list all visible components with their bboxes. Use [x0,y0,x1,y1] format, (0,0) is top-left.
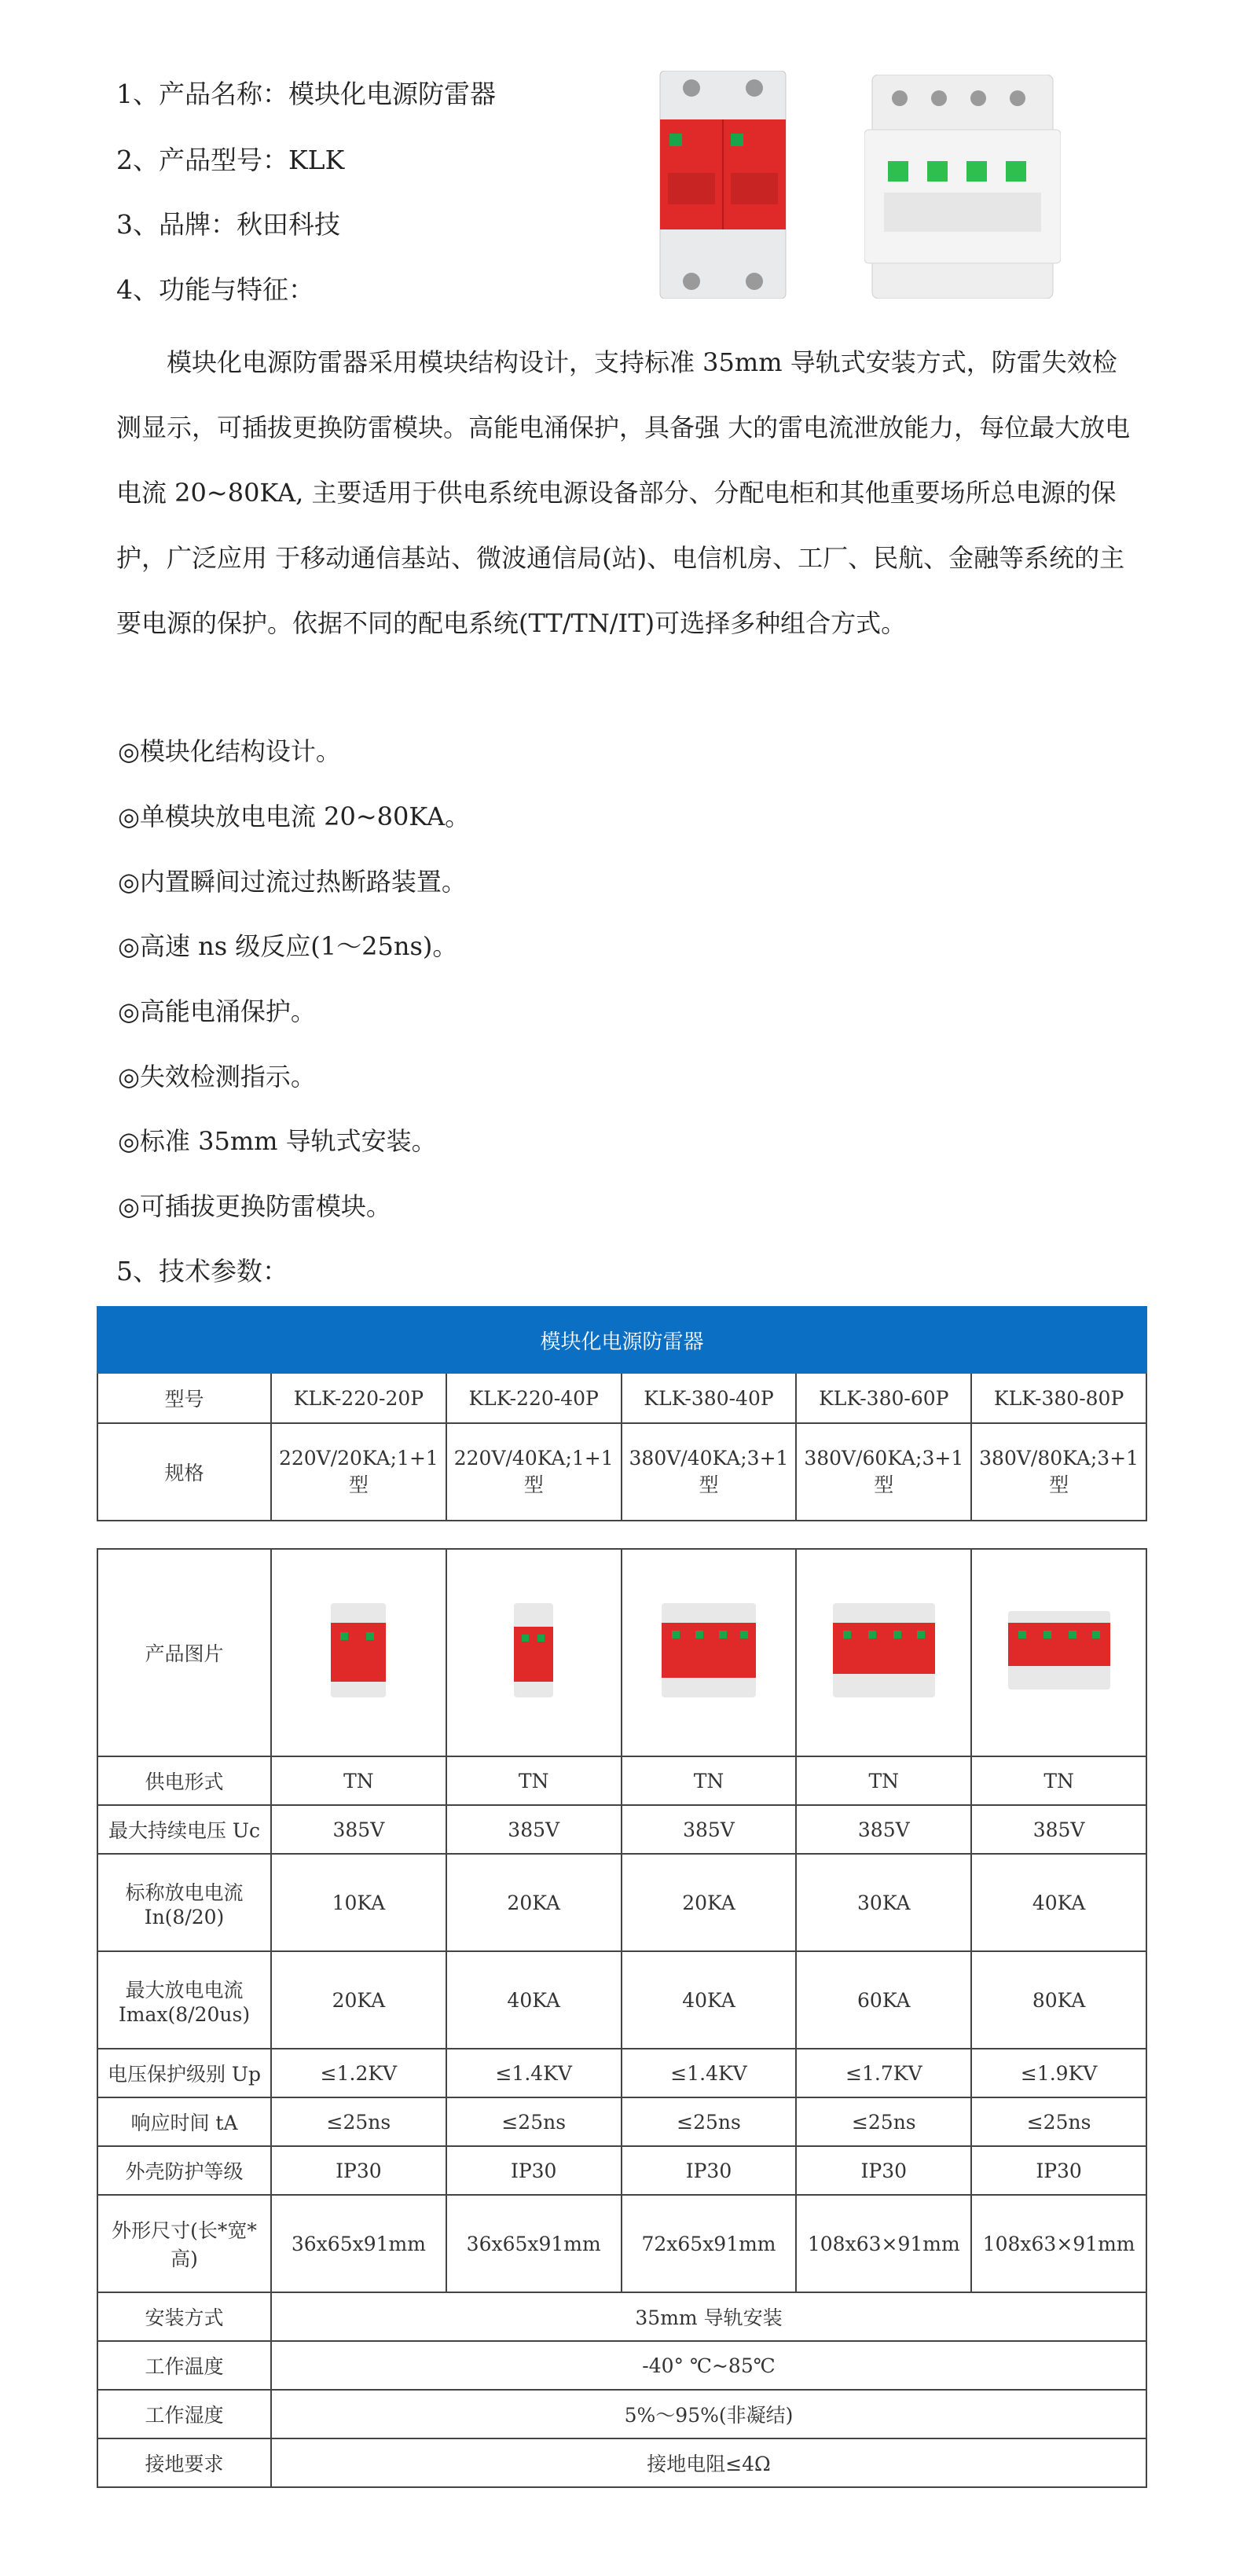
value-cell: 40KA [971,1854,1146,1951]
value-cell: ≤25ns [796,2097,971,2146]
feature-item: ◎内置瞬间过流过热断路装置。 [118,867,467,897]
table-title: 模块化电源防雷器 [97,1307,1146,1373]
value-cell: TN [271,1756,446,1805]
value-cell: 10KA [271,1854,446,1951]
value-cell: 385V [271,1805,446,1854]
table-row [97,1951,1146,2049]
value-cell: 40KA [446,1951,622,2049]
row-label: 规格 [97,1423,271,1521]
value-cell: 60KA [796,1951,971,2049]
value-cell: 36x65x91mm [446,2195,622,2292]
product-model: 2、产品型号：KLK [116,145,345,175]
value-cell: IP30 [271,2146,446,2195]
value-cell: IP30 [971,2146,1146,2195]
value-cell: 30KA [796,1854,971,1951]
row-label: 外壳防护等级 [97,2146,271,2195]
row-label: 最大放电电流 Imax(8/20us) [97,1951,271,2049]
value-cell: TN [446,1756,622,1805]
spec-cell: 380V/60KA;3+1型 [796,1423,971,1521]
value-cell: 40KA [622,1951,797,2049]
technical-params-table [97,1548,1147,2488]
product-thumbnail [446,1549,622,1756]
value-cell: 20KA [622,1854,797,1951]
span-value-cell: -40° ℃~85℃ [271,2341,1146,2390]
span-value-cell: 35mm 导轨安装 [271,2292,1146,2341]
row-label: 标称放电电流 In(8/20) [97,1854,271,1951]
feature-item: ◎可插拔更换防雷模块。 [118,1191,391,1221]
value-cell: 385V [446,1805,622,1854]
value-cell: 72x65x91mm [622,2195,797,2292]
value-cell: 385V [796,1805,971,1854]
feature-item: ◎高能电涌保护。 [118,996,316,1026]
value-cell: 80KA [971,1951,1146,2049]
product-photo-2pole [652,71,794,299]
spec-cell: 220V/20KA;1+1型 [271,1423,446,1521]
value-cell: ≤25ns [971,2097,1146,2146]
value-cell: 20KA [446,1854,622,1951]
value-cell: ≤1.9KV [971,2049,1146,2097]
params-heading: 5、技术参数： [116,1256,288,1286]
value-cell: ≤1.4KV [622,2049,797,2097]
value-cell: 20KA [271,1951,446,2049]
feature-item: ◎失效检测指示。 [118,1062,316,1092]
value-cell: 108x63×91mm [971,2195,1146,2292]
value-cell: ≤25ns [622,2097,797,2146]
row-label: 供电形式 [97,1756,271,1805]
value-cell: 36x65x91mm [271,2195,446,2292]
value-cell: 108x63×91mm [796,2195,971,2292]
spec-cell: 380V/40KA;3+1型 [622,1423,797,1521]
span-value-cell: 接地电阻≤4Ω [271,2438,1146,2487]
value-cell: 385V [622,1805,797,1854]
table-row [97,2292,1146,2341]
table-row [97,1854,1146,1951]
table-row [97,1549,1146,1756]
value-cell: ≤25ns [446,2097,622,2146]
span-value-cell: 5%～95%(非凝结) [271,2390,1146,2438]
product-name: 1、产品名称：模块化电源防雷器 [116,79,496,109]
spec-cell: 220V/40KA;1+1型 [446,1423,622,1521]
model-cell: KLK-220-20P [271,1373,446,1423]
row-label: 响应时间 tA [97,2097,271,2146]
table-row [97,1373,1146,1423]
description-paragraph [116,330,1138,656]
product-thumbnail [971,1549,1146,1756]
row-label: 工作温度 [97,2341,271,2390]
row-label: 外形尺寸(长*宽*高) [97,2195,271,2292]
row-label: 工作湿度 [97,2390,271,2438]
table-row [97,2390,1146,2438]
table-row [97,2146,1146,2195]
product-thumbnail [271,1549,446,1756]
model-cell: KLK-380-60P [796,1373,971,1423]
value-cell: IP30 [446,2146,622,2195]
row-label: 型号 [97,1373,271,1423]
value-cell: 385V [971,1805,1146,1854]
value-cell: ≤1.7KV [796,2049,971,2097]
model-cell: KLK-380-80P [971,1373,1146,1423]
description-text: 模块化电源防雷器采用模块结构设计，支持标准 35mm 导轨式安装方式，防雷失效检测显示，可插拔更换防雷模块。高能电涌保护，具备强 大的雷电流泄放能力，每位最大放电电流 20~80KA, 主要适用于供电系统电源设备部分、分配电柜和其他重要场所总电源的保护，广泛应用 于移动通信基站、微波通信局(站)、电信机房、工厂、民航、金融等系统的主要电源的保护。依据不同的配电系统(TT/TN/IT)可选择多种组合方式。 [116,347,1131,638]
row-label: 安装方式 [97,2292,271,2341]
product-thumbnail [622,1549,797,1756]
row-label: 最大持续电压 Uc [97,1805,271,1854]
row-label: 产品图片 [97,1549,271,1756]
table-row [97,1805,1146,1854]
table-row [97,2097,1146,2146]
feature-item: ◎单模块放电电流 20~80KA。 [118,802,471,831]
model-cell: KLK-380-40P [622,1373,797,1423]
value-cell: TN [796,1756,971,1805]
feature-item: ◎模块化结构设计。 [118,736,341,766]
product-thumbnail [796,1549,971,1756]
product-photo-4pole [864,75,1061,299]
value-cell: ≤1.2KV [271,2049,446,2097]
table-row [97,2049,1146,2097]
spec-cell: 380V/80KA;3+1 型 [971,1423,1146,1521]
features-heading: 4、功能与特征： [116,274,314,305]
table-row [97,1756,1146,1805]
table-row [97,2341,1146,2390]
value-cell: ≤1.4KV [446,2049,622,2097]
value-cell: TN [622,1756,797,1805]
value-cell: IP30 [796,2146,971,2195]
feature-item: ◎标准 35mm 导轨式安装。 [118,1126,437,1156]
table-row [97,2438,1146,2487]
value-cell: ≤25ns [271,2097,446,2146]
product-brand: 3、品牌：秋田科技 [116,209,340,240]
table-row [97,1423,1146,1521]
model-cell: KLK-220-40P [446,1373,622,1423]
table-row [97,2195,1146,2292]
value-cell: IP30 [622,2146,797,2195]
row-label: 接地要求 [97,2438,271,2487]
value-cell: TN [971,1756,1146,1805]
row-label: 电压保护级别 Up [97,2049,271,2097]
feature-item: ◎高速 ns 级反应(1～25ns)。 [118,931,458,961]
model-spec-table [97,1306,1147,1521]
